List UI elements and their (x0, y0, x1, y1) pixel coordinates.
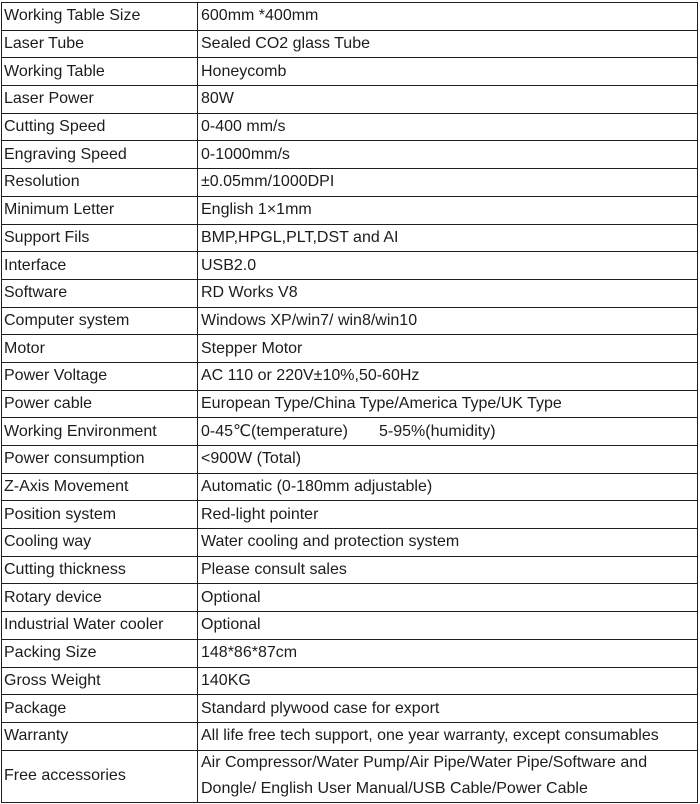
spec-row-power-cable (2, 391, 697, 419)
spec-label: Laser Tube (2, 31, 198, 58)
spec-row-power-voltage (2, 363, 697, 391)
spec-value (198, 751, 697, 802)
spec-label: Power Voltage (2, 363, 198, 390)
spec-value: 0-45℃(temperature) 5-95%(humidity) (201, 422, 496, 440)
spec-row-laser-power (2, 86, 697, 114)
spec-value: 148*86*87cm (201, 644, 298, 662)
spec-label: Working Environment (2, 418, 198, 445)
spec-label: Working Table Size (2, 3, 198, 30)
spec-row-packing-size (2, 640, 697, 668)
spec-row-power-consumption (2, 446, 697, 474)
spec-row-rotary-device (2, 584, 697, 612)
spec-label: Industrial Water cooler (2, 612, 198, 639)
spec-row-z-axis-movement (2, 474, 697, 502)
spec-label: Free accessories (2, 751, 198, 802)
spec-value: AC 110 or 220V±10%,50-60Hz (201, 367, 420, 385)
spec-label: Package (2, 695, 198, 722)
spec-row-working-table-size (2, 3, 697, 31)
spec-label: Packing Size (2, 640, 198, 667)
spec-label: Z-Axis Movement (2, 474, 198, 501)
spec-label: Motor (2, 335, 198, 362)
spec-value: RD Works V8 (201, 284, 298, 302)
spec-label: Software (2, 280, 198, 307)
spec-value: Automatic (0-180mm adjustable) (201, 478, 433, 496)
spec-label: Gross Weight (2, 668, 198, 695)
spec-value: Sealed CO2 glass Tube (201, 35, 370, 53)
spec-row-resolution (2, 169, 697, 197)
spec-value: 80W (201, 90, 234, 108)
spec-row-package (2, 695, 697, 723)
spec-value: All life free tech support, one year warranty, except consumables (201, 727, 659, 745)
spec-label: Position system (2, 501, 198, 528)
spec-value: European Type/China Type/America Type/UK Type (201, 394, 562, 412)
spec-value: English 1×1mm (201, 201, 312, 219)
spec-label: Rotary device (2, 584, 198, 611)
spec-value: BMP,HPGL,PLT,DST and AI (201, 228, 399, 246)
spec-value: Windows XP/win7/ win8/win10 (201, 311, 418, 329)
spec-value: Optional (201, 588, 261, 606)
spec-row-position-system (2, 501, 697, 529)
spec-label: Computer system (2, 308, 198, 335)
spec-label: Engraving Speed (2, 141, 198, 168)
spec-row-working-environment (2, 418, 697, 446)
spec-value: Optional (201, 616, 261, 634)
spec-value-line: Air Compressor/Water Pump/Air Pipe/Water Pipe/Software and (201, 754, 648, 772)
spec-row-motor (2, 335, 697, 363)
spec-label: Laser Power (2, 86, 198, 113)
spec-value-line: Dongle/ English User Manual/USB Cable/Power Cable (201, 780, 588, 798)
spec-value: ±0.05mm/1000DPI (201, 173, 335, 191)
spec-label: Cooling way (2, 529, 198, 556)
spec-label: Warranty (2, 723, 198, 750)
spec-value: USB2.0 (201, 256, 257, 274)
spec-table (1, 2, 698, 803)
spec-value: Water cooling and protection system (201, 533, 460, 551)
spec-value: Stepper Motor (201, 339, 303, 357)
spec-label: Resolution (2, 169, 198, 196)
spec-row-cutting-speed (2, 114, 697, 142)
spec-value: Honeycomb (201, 62, 287, 80)
spec-label: Interface (2, 252, 198, 279)
spec-row-industrial-water-cooler (2, 612, 697, 640)
spec-row-minimum-letter (2, 197, 697, 225)
spec-row-cooling-way (2, 529, 697, 557)
spec-label: Power consumption (2, 446, 198, 473)
spec-row-warranty (2, 723, 697, 751)
spec-row-free-accessories (2, 751, 697, 803)
spec-value: 140KG (201, 671, 251, 689)
spec-row-gross-weight (2, 668, 697, 696)
spec-value: 600mm *400mm (201, 7, 319, 25)
spec-row-support-fils (2, 225, 697, 253)
spec-value: Red-light pointer (201, 505, 319, 523)
spec-value: 0-1000mm/s (201, 145, 290, 163)
spec-value: Please consult sales (201, 561, 347, 579)
spec-row-software (2, 280, 697, 308)
spec-row-computer-system (2, 308, 697, 336)
spec-row-cutting-thickness (2, 557, 697, 585)
spec-label: Working Table (2, 58, 198, 85)
spec-value: <900W (Total) (201, 450, 302, 468)
spec-label: Power cable (2, 391, 198, 418)
spec-label: Cutting thickness (2, 557, 198, 584)
spec-row-laser-tube (2, 31, 697, 59)
spec-value: Standard plywood case for export (201, 699, 440, 717)
spec-row-engraving-speed (2, 141, 697, 169)
spec-value: 0-400 mm/s (201, 118, 286, 136)
spec-label: Support Fils (2, 225, 198, 252)
spec-label: Minimum Letter (2, 197, 198, 224)
spec-row-working-table (2, 58, 697, 86)
spec-label: Cutting Speed (2, 114, 198, 141)
spec-row-interface (2, 252, 697, 280)
